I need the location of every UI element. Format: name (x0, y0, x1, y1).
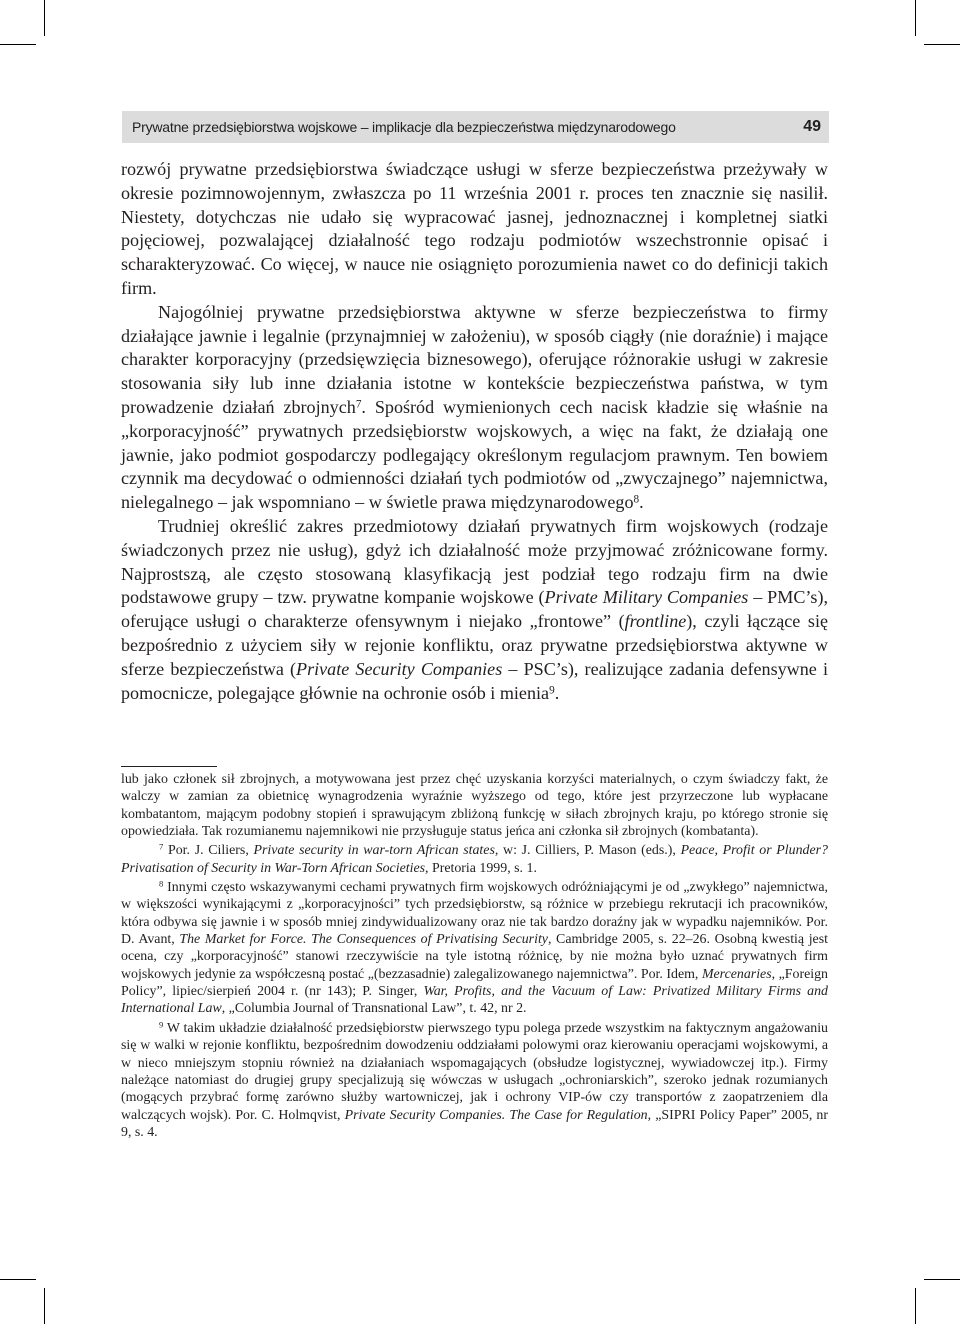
paragraph-text: . (639, 492, 644, 513)
footnote-number: 9 (159, 1019, 164, 1030)
footnote-text: , w: J. Cilliers, P. Mason (eds.), (494, 843, 681, 859)
paragraph-text: ), czyli łączące się bezpośrednio z użyciem siły w rejonie konfliktu, oraz prywatne przedsiębiorstwa aktywne w sferze bezpieczeństwa ( (121, 611, 829, 679)
footnote-text: W takim układzie działalność przedsiębiorstw pierwszego typu polega przede wszystkim na faktycznym angażowaniu się w walki w rejonie konfliktu, bezpośrednim dowodzeniu oddziałami polowymi oraz kierowaniu operacjami wojskowymi, a w nieco mniejszym stopniu również na działaniach wspomagających (obsłudze logistycznej, wywiadowczej itp.). Firmy należące natomiast do drugiej grupy specjalizują się wówczas w usługach „ochroniarskich”, szeroko jednak rozumianych (mogących przybrać formę zarówno służby wartowniczej, jak i ochrony VIP-ów czy transportów z zaopatrzeniem dla walczących wojsk). Por. C. Holmqvist, (121, 1020, 828, 1123)
paragraph (121, 158, 828, 301)
footnote-8 (121, 879, 828, 1018)
running-title: Prywatne przedsiębiorstwa wojskowe – implikacje dla bezpieczeństwa międzynarodowego (132, 119, 676, 135)
italic-term: frontline (624, 611, 687, 632)
crop-mark (44, 0, 45, 36)
paragraph-text: . Spośród wymienionych cech nacisk kładzie się właśnie na „korporacyjność” prywatnych przedsiębiorstw wojskowych, a więc na fakt, że działają one jawnie, jako podmiot gospodarczy podlegający określonym regulacjom prawnym. Ten bowiem czynnik ma decydować o odmienności działań tych podmiotów od „zwyczajnego” najemnictwa, nielegalnego – jak wspomniano – w świetle prawa międzynarodowego (121, 396, 828, 513)
paragraph-text: – PMC’s), oferujące usługi o charakterze ofensywnym i niejako „frontowe” ( (121, 587, 829, 632)
footnote-7 (121, 842, 828, 877)
footnote-text: , „Foreign Policy”, lipiec/sierpień 2004 r. (nr 143); P. Singer, (121, 966, 828, 1000)
paragraph-text: . (554, 682, 560, 703)
footnote-title: Peace, Profit or Plunder? Privatisation of Security in War-Torn African Societies (121, 843, 829, 876)
main-text (121, 158, 828, 705)
footnote-title: Private Security Companies. The Case for Regulation (344, 1107, 648, 1123)
italic-term: Private Military Companies (544, 587, 749, 608)
footnote-text: Innymi często wskazywanymi cechami prywatnych firm wojskowych odróżniającymi je od „zwykłego” najemnictwa, w większości wynikającymi z „korporacyjności” tych przedsiębiorstw, są różnice w przebiegu rekrutacji ich pracowników, która odbywa się jawnie i w sposób mniej zindywidualizowany oraz nie tak bardzo doraźny jak w wypadku najemników. Por. D. Avant, (121, 880, 828, 948)
crop-mark (0, 44, 36, 45)
footnote-title: The Market for Force. The Consequences of Privatising Security (179, 932, 548, 948)
footnote-text: , „Columbia Journal of Transnational Law”, t. 42, nr 2. (221, 1001, 527, 1017)
footnote-title: Mercenaries (701, 966, 772, 982)
paragraph-text: rozwój prywatne przedsiębiorstwa świadczące usługi w sferze bezpieczeństwa przeżywały w okresie pozimnowojennym, zwłaszcza po 11 września 2001 r. proces ten znacznie się nasilił. Niestety, dotychczas nie udało się wypracować jasnej, jednoznacznej i kompletnej siatki pojęciowej, pozwalającej działalność tego rodzaju podmiotów wszechstronnie opisać i scharakteryzować. Co więcej, w nauce nie osiągnięto porozumienia nawet co do definicji takich firm. (121, 159, 828, 298)
crop-mark (915, 0, 916, 36)
footnote-number: 7 (159, 842, 164, 853)
footnote-9 (121, 1020, 828, 1141)
footnote-ref: 7 (355, 398, 362, 411)
running-header (122, 111, 829, 143)
italic-term: Private Security Companies (296, 658, 503, 679)
paragraph (121, 301, 828, 515)
paragraph (121, 515, 828, 705)
crop-mark (924, 1279, 960, 1280)
footnote-title: Private security in war-torn African states (253, 843, 495, 859)
crop-mark (924, 44, 960, 45)
footnote-title: War, Profits, and the Vacuum of Law: Privatized Military Firms and International Law (121, 984, 829, 1017)
crop-mark (0, 1279, 36, 1280)
paragraph-text: – PSC’s), realizujące zadania defensywne i pomocnicze, polegające głównie na ochronie osób i mienia (121, 658, 828, 703)
footnote-text: lub jako członek sił zbrojnych, a motywowana jest przez chęć uzyskania korzyści materialnych, o czym świadczy fakt, że walczy w zamian za obietnicę wynagrodzenia wyraźnie wyższego od tego, które jest przyrzeczone lub wypłacane kombatantom, mającym podobny stopień i sprawującym zbliżoną funkcję w siłach zbrojnych kraju, po którego stronie się opowiedziała. Tak rozumianemu najemnikowi nie przysługuje status jeńca ani członka sił zbrojnych (kombatanta). (121, 772, 828, 840)
page-number: 49 (803, 118, 821, 135)
crop-mark (915, 1288, 916, 1324)
footnote-ref: 9 (549, 683, 555, 696)
footnote-number: 8 (159, 878, 164, 889)
footnote-text: , „SIPRI Policy Paper” 2005, nr 9, s. 4. (121, 1107, 828, 1140)
paragraph-text: Trudniej określić zakres przedmiotowy działań prywatnych firm wojskowych (rodzaje świadczonych przez nie usług), gdyż ich działalność może przyjmować zróżnicowane formy. Najprostszą, ale często stosowaną klasyfikacją jest podział tego rodzaju firm na dwie podstawowe grupy – tzw. prywatne kompanie wojskowe ( (121, 515, 828, 608)
footnote-continuation (121, 771, 828, 840)
crop-mark (44, 1288, 45, 1324)
footnote-separator (121, 766, 217, 767)
footnote-text: , Pretoria 1999, s. 1. (425, 860, 537, 876)
paragraph-text: Najogólniej prywatne przedsiębiorstwa aktywne w sferze bezpieczeństwa to firmy działające jawnie i legalnie (przynajmniej w założeniu), w sposób ciągły (nie doraźnie) i mające charakter korporacyjny (przedsięwzięcia biznesowego), oferujące różnorakie usługi w zakresie stosowania siły lub inne działania istotne w kontekście bezpieczeństwa państwa, w tym prowadzenie działań zbrojnych (121, 301, 828, 417)
footnote-text: Por. J. Ciliers, (163, 843, 254, 859)
footnotes (121, 771, 828, 1141)
footnote-text: , Cambridge 2005, s. 22–26. Osobną kwestią jest ocena, czy „korporacyjność” stanowi rzeczywiście na tyle istotną różnicę, by nie można było uznać prywatnych firm wojskowych jedynie za współczesną postać „(bezzasadnie) zalegalizowanego najemnictwa”. Por. Idem, (121, 932, 828, 982)
footnote-ref: 8 (633, 493, 640, 506)
